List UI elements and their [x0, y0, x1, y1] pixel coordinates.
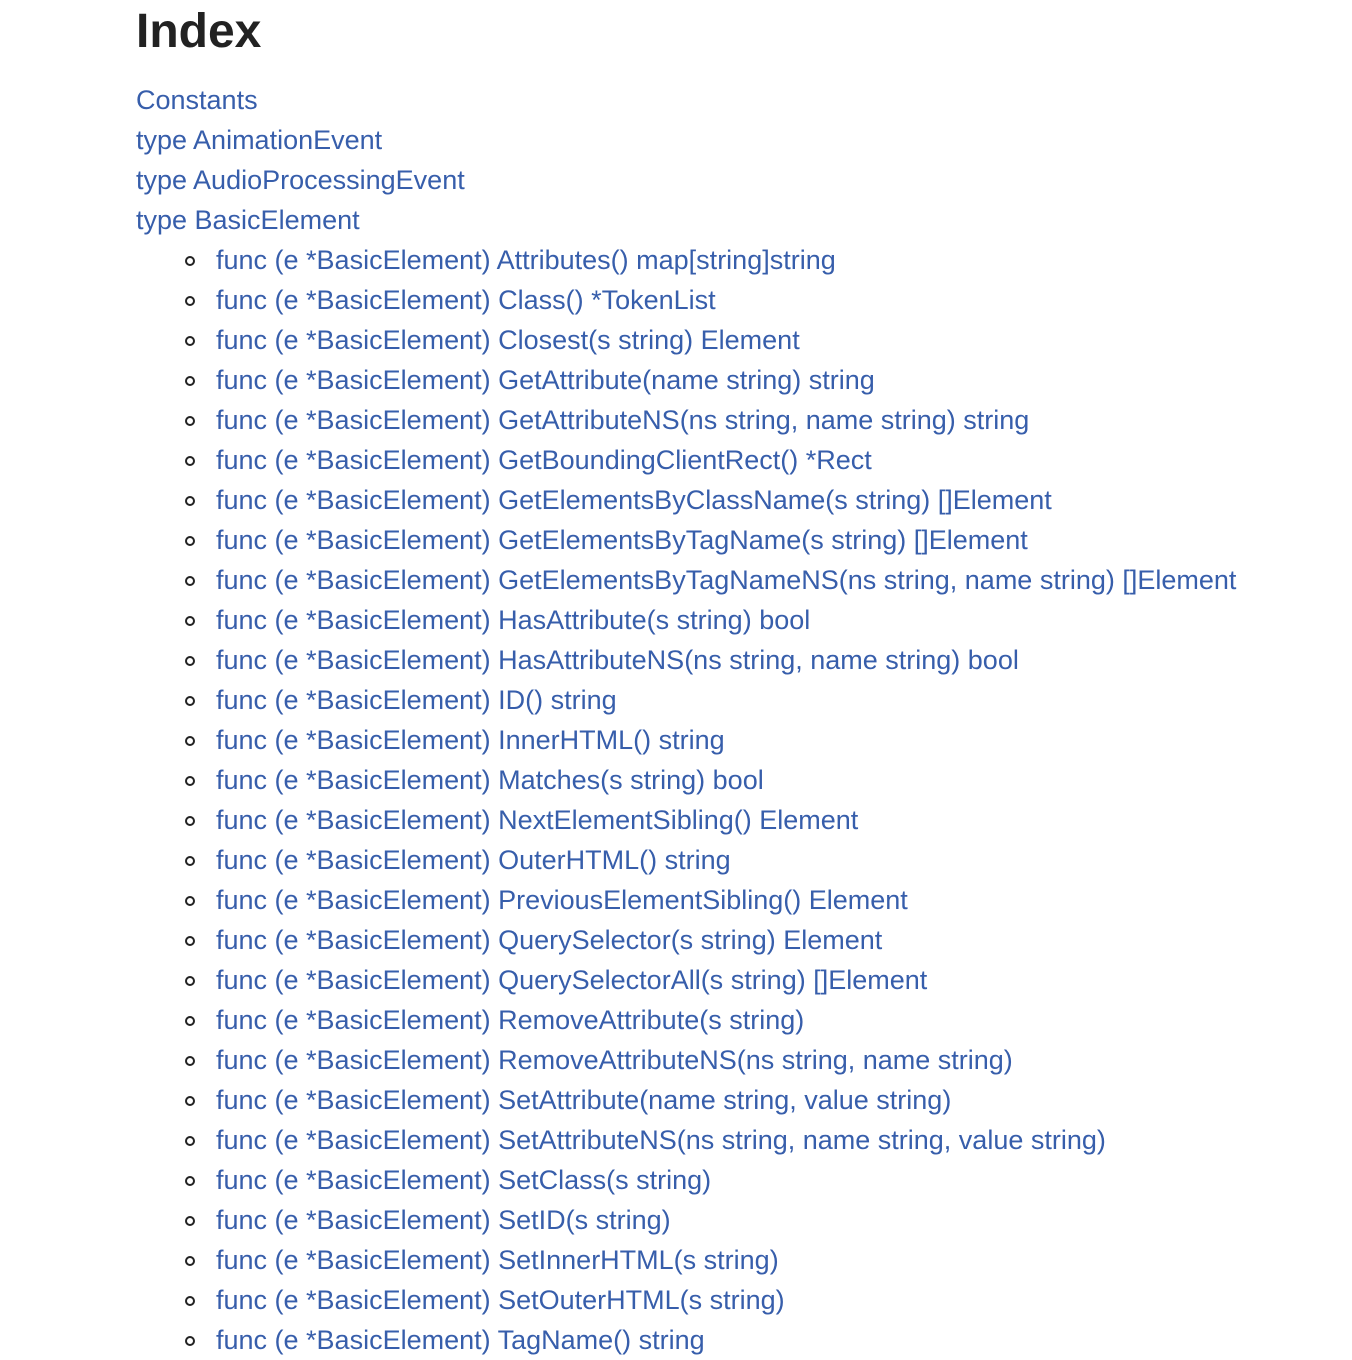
method-link[interactable]: func (e *BasicElement) GetBoundingClientRect() *Rect	[216, 445, 872, 475]
circle-bullet-icon	[185, 376, 195, 386]
method-list-item	[216, 840, 1352, 880]
method-link[interactable]: func (e *BasicElement) GetElementsByTagNameNS(ns string, name string) []Element	[216, 565, 1237, 595]
method-link[interactable]: func (e *BasicElement) Closest(s string) Element	[216, 325, 800, 355]
circle-bullet-icon	[185, 1136, 195, 1146]
method-list-item	[216, 1040, 1352, 1080]
method-link[interactable]: func (e *BasicElement) Attributes() map[string]string	[216, 245, 836, 275]
method-list-item	[216, 920, 1352, 960]
method-list-item	[216, 680, 1352, 720]
method-list-item	[216, 440, 1352, 480]
circle-bullet-icon	[185, 856, 195, 866]
circle-bullet-icon	[185, 336, 195, 346]
method-list-item	[216, 1320, 1352, 1360]
circle-bullet-icon	[185, 1336, 195, 1346]
circle-bullet-icon	[185, 656, 195, 666]
method-list-item	[216, 520, 1352, 560]
method-link[interactable]: func (e *BasicElement) InnerHTML() string	[216, 725, 725, 755]
method-list-item	[216, 560, 1352, 600]
circle-bullet-icon	[185, 616, 195, 626]
method-link[interactable]: func (e *BasicElement) ID() string	[216, 685, 617, 715]
method-list-item	[216, 280, 1352, 320]
method-link[interactable]: func (e *BasicElement) SetOuterHTML(s string)	[216, 1285, 785, 1315]
method-link[interactable]: func (e *BasicElement) PreviousElementSibling() Element	[216, 885, 908, 915]
circle-bullet-icon	[185, 576, 195, 586]
index-item-basic-element	[136, 200, 1352, 1355]
method-link[interactable]: func (e *BasicElement) RemoveAttribute(s string)	[216, 1005, 805, 1035]
circle-bullet-icon	[185, 736, 195, 746]
circle-bullet-icon	[185, 256, 195, 266]
circle-bullet-icon	[185, 416, 195, 426]
method-link[interactable]: func (e *BasicElement) GetAttributeNS(ns string, name string) string	[216, 405, 1030, 435]
method-link[interactable]: func (e *BasicElement) QuerySelector(s string) Element	[216, 925, 883, 955]
circle-bullet-icon	[185, 936, 195, 946]
circle-bullet-icon	[185, 1256, 195, 1266]
basic-element-method-list	[136, 240, 1352, 1360]
method-list-item	[216, 800, 1352, 840]
method-link[interactable]: func (e *BasicElement) SetAttributeNS(ns string, name string, value string)	[216, 1125, 1106, 1155]
page-title: Index	[136, 5, 262, 58]
circle-bullet-icon	[185, 1176, 195, 1186]
method-list-item	[216, 760, 1352, 800]
method-list-item	[216, 320, 1352, 360]
circle-bullet-icon	[185, 896, 195, 906]
method-list-item	[216, 1120, 1352, 1160]
circle-bullet-icon	[185, 976, 195, 986]
method-link[interactable]: func (e *BasicElement) HasAttribute(s string) bool	[216, 605, 811, 635]
method-list-item	[216, 1080, 1352, 1120]
method-link[interactable]: func (e *BasicElement) OuterHTML() string	[216, 845, 731, 875]
circle-bullet-icon	[185, 1056, 195, 1066]
method-link[interactable]: func (e *BasicElement) GetElementsByTagName(s string) []Element	[216, 525, 1028, 555]
method-link[interactable]: func (e *BasicElement) SetClass(s string)	[216, 1165, 712, 1195]
index-item-constants	[136, 80, 1352, 120]
method-link[interactable]: func (e *BasicElement) NextElementSibling() Element	[216, 805, 859, 835]
type-audio-processing-event-link[interactable]: type AudioProcessingEvent	[136, 165, 465, 195]
method-link[interactable]: func (e *BasicElement) Class() *TokenList	[216, 285, 716, 315]
method-list-item	[216, 1160, 1352, 1200]
circle-bullet-icon	[185, 696, 195, 706]
method-list-item	[216, 600, 1352, 640]
method-list-item	[216, 480, 1352, 520]
circle-bullet-icon	[185, 1096, 195, 1106]
method-link[interactable]: func (e *BasicElement) SetInnerHTML(s string)	[216, 1245, 779, 1275]
index-item-audio-processing-event	[136, 160, 1352, 200]
circle-bullet-icon	[185, 496, 195, 506]
circle-bullet-icon	[185, 1216, 195, 1226]
method-link[interactable]: func (e *BasicElement) TagName() string	[216, 1325, 705, 1355]
method-link[interactable]: func (e *BasicElement) RemoveAttributeNS(ns string, name string)	[216, 1045, 1013, 1075]
method-link[interactable]: func (e *BasicElement) QuerySelectorAll(s string) []Element	[216, 965, 928, 995]
method-list-item	[216, 1200, 1352, 1240]
method-list-item	[216, 1240, 1352, 1280]
method-list-item	[216, 360, 1352, 400]
index-item-animation-event	[136, 120, 1352, 160]
circle-bullet-icon	[185, 296, 195, 306]
method-list-item	[216, 960, 1352, 1000]
circle-bullet-icon	[185, 816, 195, 826]
method-list-item	[216, 400, 1352, 440]
type-basic-element-link[interactable]: type BasicElement	[136, 205, 360, 235]
circle-bullet-icon	[185, 536, 195, 546]
method-link[interactable]: func (e *BasicElement) GetAttribute(name string) string	[216, 365, 875, 395]
method-list-item	[216, 640, 1352, 680]
method-link[interactable]: func (e *BasicElement) GetElementsByClassName(s string) []Element	[216, 485, 1052, 515]
constants-link[interactable]: Constants	[136, 85, 258, 115]
circle-bullet-icon	[185, 456, 195, 466]
method-list-item	[216, 880, 1352, 920]
method-list-item	[216, 1000, 1352, 1040]
method-link[interactable]: func (e *BasicElement) SetID(s string)	[216, 1205, 671, 1235]
circle-bullet-icon	[185, 776, 195, 786]
method-list-item	[216, 240, 1352, 280]
method-list-item	[216, 720, 1352, 760]
method-link[interactable]: func (e *BasicElement) SetAttribute(name string, value string)	[216, 1085, 952, 1115]
index-list	[136, 80, 1352, 1355]
method-link[interactable]: func (e *BasicElement) Matches(s string) bool	[216, 765, 764, 795]
circle-bullet-icon	[185, 1296, 195, 1306]
type-animation-event-link[interactable]: type AnimationEvent	[136, 125, 383, 155]
method-link[interactable]: func (e *BasicElement) HasAttributeNS(ns string, name string) bool	[216, 645, 1019, 675]
circle-bullet-icon	[185, 1016, 195, 1026]
method-list-item	[216, 1280, 1352, 1320]
